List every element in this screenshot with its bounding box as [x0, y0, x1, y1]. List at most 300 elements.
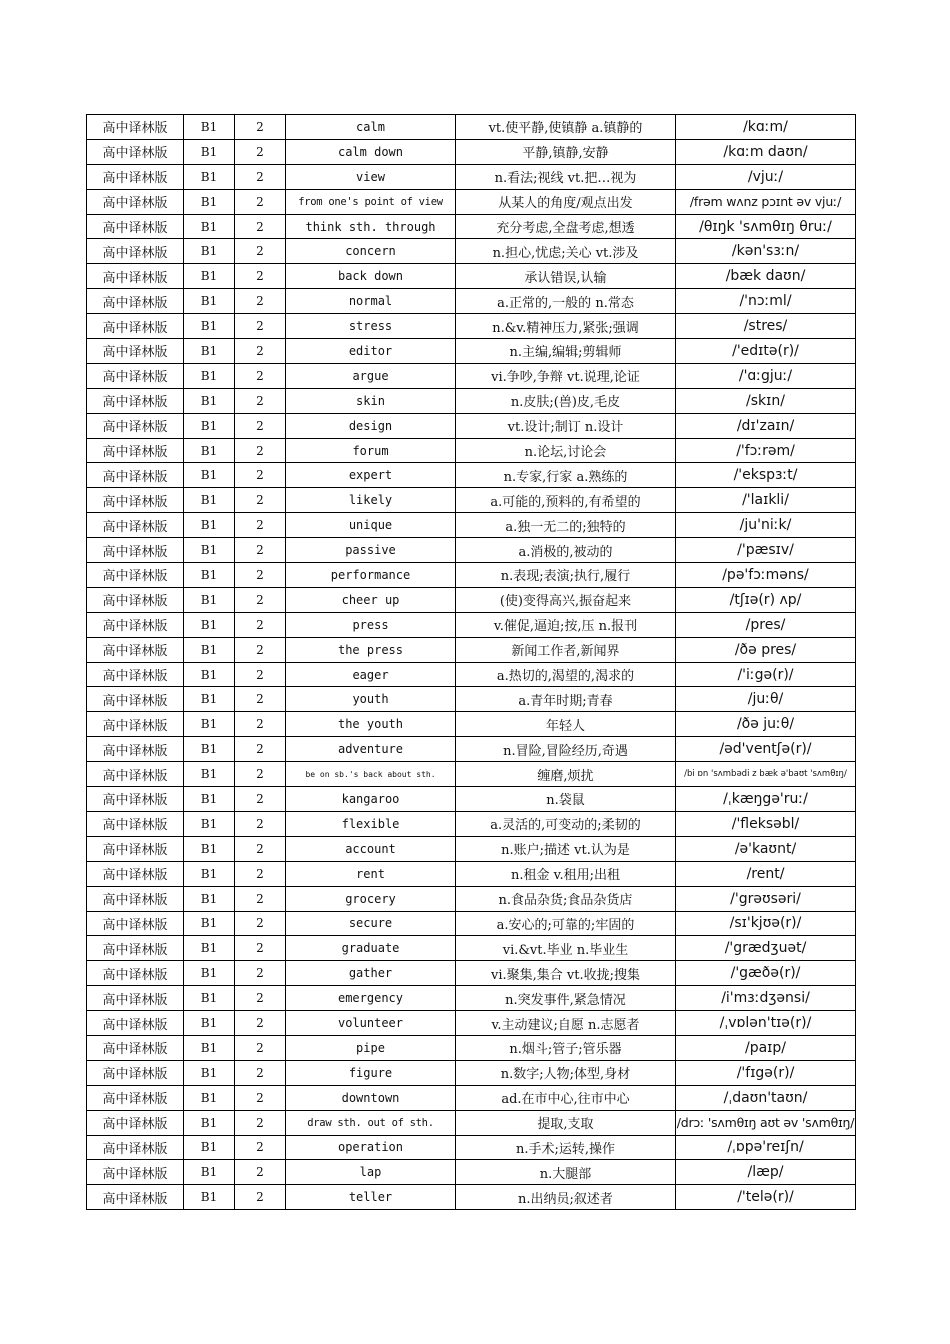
level-cell: B1	[184, 612, 235, 637]
table-row	[87, 737, 856, 762]
meaning-cell: n.大腿部	[456, 1160, 676, 1185]
phonetic-cell: /i'mɜːdʒənsi/	[676, 986, 856, 1011]
unit-cell: 2	[235, 115, 286, 140]
phonetic-cell: /paɪp/	[676, 1035, 856, 1060]
meaning-cell: 年轻人	[456, 712, 676, 737]
book-cell: 高中译林版	[87, 1160, 184, 1185]
meaning-cell: vt.设计;制订 n.设计	[456, 413, 676, 438]
table-row	[87, 463, 856, 488]
level-cell: B1	[184, 388, 235, 413]
meaning-cell: n.冒险,冒险经历,奇遇	[456, 737, 676, 762]
unit-cell: 2	[235, 787, 286, 812]
book-cell: 高中译林版	[87, 1011, 184, 1036]
meaning-cell: n.突发事件,紧急情况	[456, 986, 676, 1011]
unit-cell: 2	[235, 463, 286, 488]
unit-cell: 2	[235, 264, 286, 289]
word-cell: volunteer	[286, 1011, 456, 1036]
word-cell: editor	[286, 339, 456, 364]
table-row	[87, 339, 856, 364]
word-cell: flexible	[286, 811, 456, 836]
phonetic-cell: /ˌkæŋgə'ruː/	[676, 787, 856, 812]
level-cell: B1	[184, 289, 235, 314]
book-cell: 高中译林版	[87, 363, 184, 388]
level-cell: B1	[184, 538, 235, 563]
phonetic-cell: /rent/	[676, 861, 856, 886]
unit-cell: 2	[235, 1060, 286, 1085]
phonetic-cell: /'ekspɜːt/	[676, 463, 856, 488]
word-cell: performance	[286, 563, 456, 588]
table-row	[87, 587, 856, 612]
word-cell: grocery	[286, 886, 456, 911]
book-cell: 高中译林版	[87, 587, 184, 612]
level-cell: B1	[184, 115, 235, 140]
level-cell: B1	[184, 662, 235, 687]
book-cell: 高中译林版	[87, 886, 184, 911]
unit-cell: 2	[235, 339, 286, 364]
level-cell: B1	[184, 139, 235, 164]
table-row	[87, 836, 856, 861]
word-cell: from one's point of view	[286, 189, 456, 214]
book-cell: 高中译林版	[87, 164, 184, 189]
phonetic-cell: /'laɪkli/	[676, 488, 856, 513]
book-cell: 高中译林版	[87, 1035, 184, 1060]
level-cell: B1	[184, 438, 235, 463]
table-row	[87, 1135, 856, 1160]
level-cell: B1	[184, 936, 235, 961]
table-row	[87, 961, 856, 986]
book-cell: 高中译林版	[87, 712, 184, 737]
meaning-cell: v.主动建议;自愿 n.志愿者	[456, 1011, 676, 1036]
phonetic-cell: /ðə pres/	[676, 637, 856, 662]
table-row	[87, 115, 856, 140]
word-cell: design	[286, 413, 456, 438]
unit-cell: 2	[235, 563, 286, 588]
table-row	[87, 363, 856, 388]
table-row	[87, 787, 856, 812]
unit-cell: 2	[235, 1110, 286, 1135]
phonetic-cell: /ˌdaʊn'taʊn/	[676, 1085, 856, 1110]
phonetic-cell: /pres/	[676, 612, 856, 637]
table-row	[87, 189, 856, 214]
unit-cell: 2	[235, 1185, 286, 1210]
meaning-cell: n.看法;视线 vt.把…视为	[456, 164, 676, 189]
book-cell: 高中译林版	[87, 388, 184, 413]
word-cell: the youth	[286, 712, 456, 737]
unit-cell: 2	[235, 811, 286, 836]
phonetic-cell: /kən'sɜːn/	[676, 239, 856, 264]
word-cell: graduate	[286, 936, 456, 961]
table-row	[87, 1185, 856, 1210]
table-row	[87, 289, 856, 314]
level-cell: B1	[184, 961, 235, 986]
table-row	[87, 762, 856, 787]
word-cell: unique	[286, 513, 456, 538]
table-row	[87, 1160, 856, 1185]
word-cell: emergency	[286, 986, 456, 1011]
meaning-cell: n.皮肤;(兽)皮,毛皮	[456, 388, 676, 413]
table-row	[87, 1011, 856, 1036]
table-row	[87, 239, 856, 264]
word-cell: the press	[286, 637, 456, 662]
phonetic-cell: /stres/	[676, 314, 856, 339]
meaning-cell: n.袋鼠	[456, 787, 676, 812]
level-cell: B1	[184, 1085, 235, 1110]
table-row	[87, 811, 856, 836]
unit-cell: 2	[235, 538, 286, 563]
level-cell: B1	[184, 911, 235, 936]
phonetic-cell: /'nɔːml/	[676, 289, 856, 314]
unit-cell: 2	[235, 1160, 286, 1185]
table-row	[87, 1085, 856, 1110]
word-cell: expert	[286, 463, 456, 488]
vocabulary-table	[86, 114, 856, 1210]
word-cell: figure	[286, 1060, 456, 1085]
book-cell: 高中译林版	[87, 289, 184, 314]
unit-cell: 2	[235, 911, 286, 936]
book-cell: 高中译林版	[87, 239, 184, 264]
level-cell: B1	[184, 413, 235, 438]
phonetic-cell: /'ɑːgjuː/	[676, 363, 856, 388]
word-cell: think sth. through	[286, 214, 456, 239]
level-cell: B1	[184, 1060, 235, 1085]
word-cell: secure	[286, 911, 456, 936]
phonetic-cell: /ə'kaʊnt/	[676, 836, 856, 861]
table-row	[87, 936, 856, 961]
book-cell: 高中译林版	[87, 115, 184, 140]
book-cell: 高中译林版	[87, 961, 184, 986]
table-row	[87, 637, 856, 662]
level-cell: B1	[184, 1035, 235, 1060]
book-cell: 高中译林版	[87, 413, 184, 438]
level-cell: B1	[184, 687, 235, 712]
word-cell: normal	[286, 289, 456, 314]
meaning-cell: vi.聚集,集合 vt.收拢;搜集	[456, 961, 676, 986]
book-cell: 高中译林版	[87, 811, 184, 836]
unit-cell: 2	[235, 189, 286, 214]
unit-cell: 2	[235, 637, 286, 662]
unit-cell: 2	[235, 214, 286, 239]
word-cell: stress	[286, 314, 456, 339]
phonetic-cell: /'grəʊsəri/	[676, 886, 856, 911]
meaning-cell: n.表现;表演;执行,履行	[456, 563, 676, 588]
unit-cell: 2	[235, 139, 286, 164]
meaning-cell: a.可能的,预料的,有希望的	[456, 488, 676, 513]
table-row	[87, 563, 856, 588]
unit-cell: 2	[235, 861, 286, 886]
book-cell: 高中译林版	[87, 264, 184, 289]
word-cell: pipe	[286, 1035, 456, 1060]
meaning-cell: a.安心的;可靠的;牢固的	[456, 911, 676, 936]
word-cell: teller	[286, 1185, 456, 1210]
meaning-cell: 从某人的角度/观点出发	[456, 189, 676, 214]
phonetic-cell: /kɑːm daʊn/	[676, 139, 856, 164]
unit-cell: 2	[235, 762, 286, 787]
book-cell: 高中译林版	[87, 762, 184, 787]
table-row	[87, 488, 856, 513]
phonetic-cell: /bæk daʊn/	[676, 264, 856, 289]
book-cell: 高中译林版	[87, 1135, 184, 1160]
meaning-cell: a.热切的,渴望的,渴求的	[456, 662, 676, 687]
phonetic-cell: /frəm wʌnz pɔɪnt əv vjuː/	[676, 189, 856, 214]
meaning-cell: 提取,支取	[456, 1110, 676, 1135]
word-cell: kangaroo	[286, 787, 456, 812]
unit-cell: 2	[235, 936, 286, 961]
table-row	[87, 413, 856, 438]
meaning-cell: (使)变得高兴,振奋起来	[456, 587, 676, 612]
book-cell: 高中译林版	[87, 314, 184, 339]
book-cell: 高中译林版	[87, 737, 184, 762]
phonetic-cell: /'edɪtə(r)/	[676, 339, 856, 364]
meaning-cell: 平静,镇静,安静	[456, 139, 676, 164]
book-cell: 高中译林版	[87, 214, 184, 239]
phonetic-cell: /sɪ'kjʊə(r)/	[676, 911, 856, 936]
table-row	[87, 612, 856, 637]
phonetic-cell: /'fleksəbl/	[676, 811, 856, 836]
word-cell: calm	[286, 115, 456, 140]
meaning-cell: n.主编,编辑;剪辑师	[456, 339, 676, 364]
word-cell: forum	[286, 438, 456, 463]
level-cell: B1	[184, 637, 235, 662]
table-row	[87, 687, 856, 712]
phonetic-cell: /skɪn/	[676, 388, 856, 413]
level-cell: B1	[184, 886, 235, 911]
level-cell: B1	[184, 563, 235, 588]
word-cell: cheer up	[286, 587, 456, 612]
meaning-cell: n.专家,行家 a.熟练的	[456, 463, 676, 488]
unit-cell: 2	[235, 687, 286, 712]
book-cell: 高中译林版	[87, 612, 184, 637]
book-cell: 高中译林版	[87, 687, 184, 712]
word-cell: gather	[286, 961, 456, 986]
meaning-cell: 缠磨,烦扰	[456, 762, 676, 787]
table-row	[87, 388, 856, 413]
phonetic-cell: /θɪŋk 'sʌmθɪŋ θruː/	[676, 214, 856, 239]
level-cell: B1	[184, 737, 235, 762]
book-cell: 高中译林版	[87, 339, 184, 364]
table-row	[87, 861, 856, 886]
phonetic-cell: /'pæsɪv/	[676, 538, 856, 563]
book-cell: 高中译林版	[87, 438, 184, 463]
word-cell: draw sth. out of sth.	[286, 1110, 456, 1135]
table-row	[87, 1035, 856, 1060]
phonetic-cell: /ˌɒpə'reɪʃn/	[676, 1135, 856, 1160]
level-cell: B1	[184, 214, 235, 239]
unit-cell: 2	[235, 314, 286, 339]
unit-cell: 2	[235, 1011, 286, 1036]
book-cell: 高中译林版	[87, 1085, 184, 1110]
book-cell: 高中译林版	[87, 637, 184, 662]
phonetic-cell: /drɔː 'sʌmθɪŋ aʊt əv 'sʌmθɪŋ/	[676, 1110, 856, 1135]
unit-cell: 2	[235, 612, 286, 637]
book-cell: 高中译林版	[87, 463, 184, 488]
table-row	[87, 712, 856, 737]
level-cell: B1	[184, 1160, 235, 1185]
level-cell: B1	[184, 986, 235, 1011]
book-cell: 高中译林版	[87, 787, 184, 812]
unit-cell: 2	[235, 1085, 286, 1110]
unit-cell: 2	[235, 1135, 286, 1160]
level-cell: B1	[184, 488, 235, 513]
table-row	[87, 1060, 856, 1085]
phonetic-cell: /'gæðə(r)/	[676, 961, 856, 986]
book-cell: 高中译林版	[87, 139, 184, 164]
phonetic-cell: /'fɪgə(r)/	[676, 1060, 856, 1085]
word-cell: account	[286, 836, 456, 861]
level-cell: B1	[184, 189, 235, 214]
meaning-cell: n.数字;人物;体型,身材	[456, 1060, 676, 1085]
vocabulary-table-body	[87, 115, 856, 1210]
unit-cell: 2	[235, 986, 286, 1011]
word-cell: likely	[286, 488, 456, 513]
level-cell: B1	[184, 787, 235, 812]
table-row	[87, 164, 856, 189]
meaning-cell: n.担心,忧虑;关心 vt.涉及	[456, 239, 676, 264]
unit-cell: 2	[235, 513, 286, 538]
word-cell: rent	[286, 861, 456, 886]
word-cell: press	[286, 612, 456, 637]
level-cell: B1	[184, 264, 235, 289]
phonetic-cell: /pə'fɔːməns/	[676, 563, 856, 588]
unit-cell: 2	[235, 164, 286, 189]
phonetic-cell: /'fɔːrəm/	[676, 438, 856, 463]
phonetic-cell: /læp/	[676, 1160, 856, 1185]
table-row	[87, 214, 856, 239]
meaning-cell: n.出纳员;叙述者	[456, 1185, 676, 1210]
table-row	[87, 314, 856, 339]
level-cell: B1	[184, 463, 235, 488]
level-cell: B1	[184, 314, 235, 339]
unit-cell: 2	[235, 836, 286, 861]
unit-cell: 2	[235, 438, 286, 463]
phonetic-cell: /bi ɒn 'sʌmbədi z bæk ə'baʊt 'sʌmθɪŋ/	[676, 762, 856, 787]
book-cell: 高中译林版	[87, 936, 184, 961]
level-cell: B1	[184, 363, 235, 388]
unit-cell: 2	[235, 289, 286, 314]
unit-cell: 2	[235, 239, 286, 264]
meaning-cell: a.消极的,被动的	[456, 538, 676, 563]
level-cell: B1	[184, 1011, 235, 1036]
book-cell: 高中译林版	[87, 1060, 184, 1085]
unit-cell: 2	[235, 413, 286, 438]
word-cell: skin	[286, 388, 456, 413]
level-cell: B1	[184, 164, 235, 189]
level-cell: B1	[184, 1110, 235, 1135]
meaning-cell: n.租金 v.租用;出租	[456, 861, 676, 886]
table-row	[87, 986, 856, 1011]
phonetic-cell: /'iːgə(r)/	[676, 662, 856, 687]
meaning-cell: n.食品杂货;食品杂货店	[456, 886, 676, 911]
word-cell: be on sb.'s back about sth.	[286, 762, 456, 787]
word-cell: operation	[286, 1135, 456, 1160]
meaning-cell: 新闻工作者,新闻界	[456, 637, 676, 662]
meaning-cell: 承认错误,认输	[456, 264, 676, 289]
level-cell: B1	[184, 836, 235, 861]
table-row	[87, 911, 856, 936]
phonetic-cell: /kɑːm/	[676, 115, 856, 140]
level-cell: B1	[184, 762, 235, 787]
word-cell: calm down	[286, 139, 456, 164]
phonetic-cell: /vjuː/	[676, 164, 856, 189]
unit-cell: 2	[235, 587, 286, 612]
book-cell: 高中译林版	[87, 662, 184, 687]
book-cell: 高中译林版	[87, 1110, 184, 1135]
level-cell: B1	[184, 513, 235, 538]
unit-cell: 2	[235, 886, 286, 911]
phonetic-cell: /juːθ/	[676, 687, 856, 712]
table-row	[87, 662, 856, 687]
word-cell: lap	[286, 1160, 456, 1185]
unit-cell: 2	[235, 388, 286, 413]
meaning-cell: a.青年时期;青春	[456, 687, 676, 712]
meaning-cell: n.手术;运转,操作	[456, 1135, 676, 1160]
book-cell: 高中译林版	[87, 911, 184, 936]
word-cell: downtown	[286, 1085, 456, 1110]
level-cell: B1	[184, 339, 235, 364]
phonetic-cell: /ˌvɒlən'tɪə(r)/	[676, 1011, 856, 1036]
book-cell: 高中译林版	[87, 538, 184, 563]
phonetic-cell: /əd'ventʃə(r)/	[676, 737, 856, 762]
table-row	[87, 886, 856, 911]
word-cell: back down	[286, 264, 456, 289]
book-cell: 高中译林版	[87, 488, 184, 513]
level-cell: B1	[184, 861, 235, 886]
table-row	[87, 538, 856, 563]
level-cell: B1	[184, 587, 235, 612]
level-cell: B1	[184, 811, 235, 836]
word-cell: passive	[286, 538, 456, 563]
level-cell: B1	[184, 239, 235, 264]
unit-cell: 2	[235, 712, 286, 737]
table-row	[87, 1110, 856, 1135]
book-cell: 高中译林版	[87, 513, 184, 538]
level-cell: B1	[184, 712, 235, 737]
unit-cell: 2	[235, 1035, 286, 1060]
book-cell: 高中译林版	[87, 986, 184, 1011]
book-cell: 高中译林版	[87, 861, 184, 886]
level-cell: B1	[184, 1135, 235, 1160]
table-row	[87, 438, 856, 463]
unit-cell: 2	[235, 363, 286, 388]
meaning-cell: n.论坛,讨论会	[456, 438, 676, 463]
phonetic-cell: /dɪ'zaɪn/	[676, 413, 856, 438]
unit-cell: 2	[235, 488, 286, 513]
table-row	[87, 513, 856, 538]
unit-cell: 2	[235, 662, 286, 687]
meaning-cell: n.烟斗;管子;管乐器	[456, 1035, 676, 1060]
phonetic-cell: /ju'niːk/	[676, 513, 856, 538]
book-cell: 高中译林版	[87, 563, 184, 588]
meaning-cell: a.正常的,一般的 n.常态	[456, 289, 676, 314]
meaning-cell: a.独一无二的;独特的	[456, 513, 676, 538]
level-cell: B1	[184, 1185, 235, 1210]
meaning-cell: 充分考虑,全盘考虑,想透	[456, 214, 676, 239]
word-cell: concern	[286, 239, 456, 264]
table-row	[87, 139, 856, 164]
book-cell: 高中译林版	[87, 836, 184, 861]
word-cell: argue	[286, 363, 456, 388]
phonetic-cell: /'grædʒuət/	[676, 936, 856, 961]
book-cell: 高中译林版	[87, 189, 184, 214]
meaning-cell: ad.在市中心,往市中心	[456, 1085, 676, 1110]
meaning-cell: n.&v.精神压力,紧张;强调	[456, 314, 676, 339]
book-cell: 高中译林版	[87, 1185, 184, 1210]
word-cell: eager	[286, 662, 456, 687]
phonetic-cell: /'telə(r)/	[676, 1185, 856, 1210]
word-cell: youth	[286, 687, 456, 712]
meaning-cell: vi.争吵,争辩 vt.说理,论证	[456, 363, 676, 388]
meaning-cell: n.账户;描述 vt.认为是	[456, 836, 676, 861]
unit-cell: 2	[235, 737, 286, 762]
